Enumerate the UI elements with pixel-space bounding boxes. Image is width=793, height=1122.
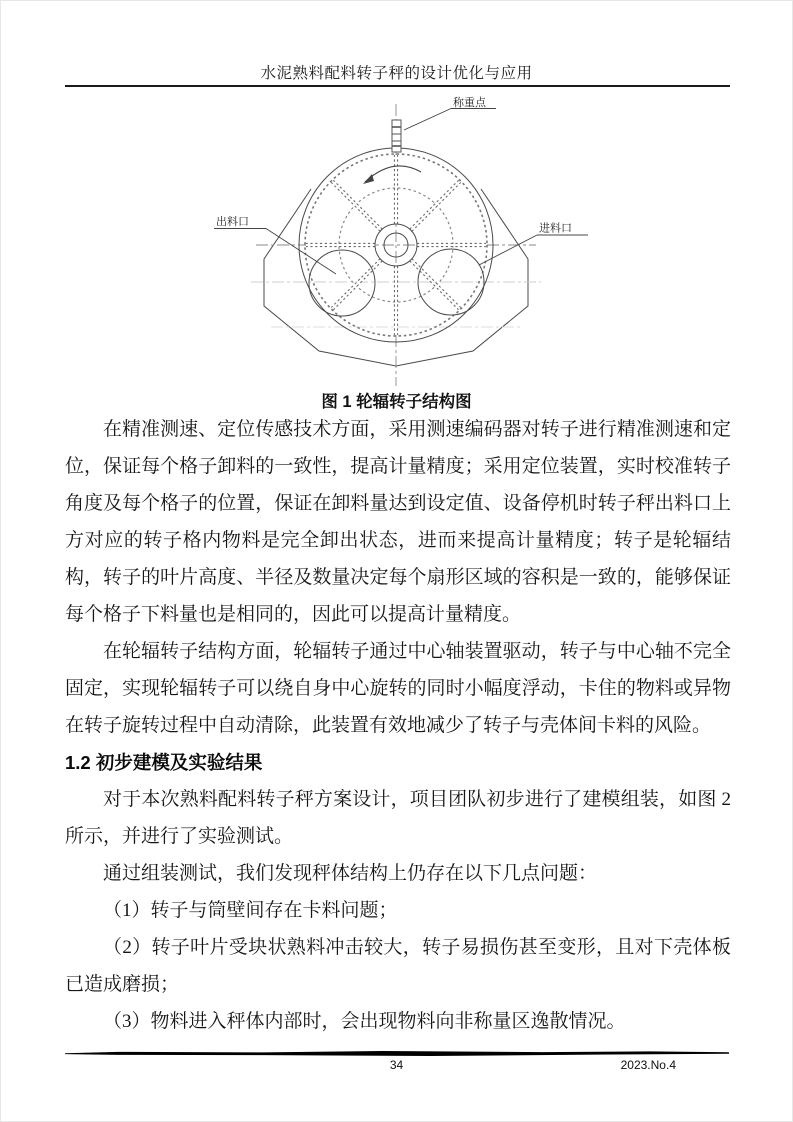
inlet-label: 进料口 <box>539 222 572 235</box>
list-item-1: （1）转子与筒壁间存在卡料问题； <box>103 900 398 921</box>
paragraph-spoke-rotor: 在轮辐转子结构方面，轮辐转子通过中心轴装置驱动，转子与中心轴不完全固定，实现轮辐转子可以绕自身中心旋转的同时小幅度浮动，卡住的物料或异物在转子旋转过程中自动清除，此装置有效地减少了转子与壳体间卡料的风险。 <box>65 641 731 736</box>
rotor-structure-drawing <box>96 94 706 390</box>
footer-divider <box>65 1051 729 1056</box>
list-item-2: （2）转子叶片受块状熟料冲击较大，转子易损伤甚至变形，且对下壳体板已造成磨损； <box>65 937 731 995</box>
document-body <box>65 411 731 1040</box>
outlet-port-circle <box>309 250 375 316</box>
issue-number: 2023.No.4 <box>620 1058 676 1072</box>
rotation-arrow-icon <box>363 166 421 184</box>
paragraph-test-intro: 通过组装测试，我们发现秤体结构上仍存在以下几点问题： <box>103 863 598 884</box>
figure-rotor-diagram <box>96 94 706 390</box>
weighing-point-callout <box>404 95 496 130</box>
paragraph-speed-positioning: 在精准测速、定位传感技术方面，采用测速编码器对转子进行精准测速和定位，保证每个格子卸料的一致性，提高计量精度；采用定位装置，实时校准转子角度及每个格子的位置，保证在卸料量达到设定值、设备停机时转子秤出料口上方对应的转子格内物料是完全卸出状态，进而来提高计量精度；转子是轮辐结构，转子的叶片高度、半径及数量决定每个扇形区域的容积是一致的，能够保证每个格子下料量也是相同的，因此可以提高计量精度。 <box>65 419 731 625</box>
outlet-label: 出料口 <box>216 216 249 228</box>
inlet-callout <box>479 221 588 266</box>
page-title: 水泥熟料配料转子秤的设计优化与应用 <box>260 65 533 82</box>
header-divider <box>65 85 730 87</box>
paragraph-modeling: 对于本次熟料配料转子秤方案设计，项目团队初步进行了建模组装，如图 2所示，并进行了实验测试。 <box>65 789 731 847</box>
weighing-point-label: 称重点 <box>453 97 486 109</box>
section-heading-1-2: 1.2 初步建模及实验结果 <box>65 752 263 773</box>
list-item-3: （3）物料进入秤体内部时，会出现物料向非称量区逸散情况。 <box>103 1011 626 1032</box>
figure-caption: 图 1 轮辐转子结构图 <box>321 393 472 411</box>
load-cell-symbol <box>392 120 401 152</box>
page-number: 34 <box>389 1058 404 1072</box>
